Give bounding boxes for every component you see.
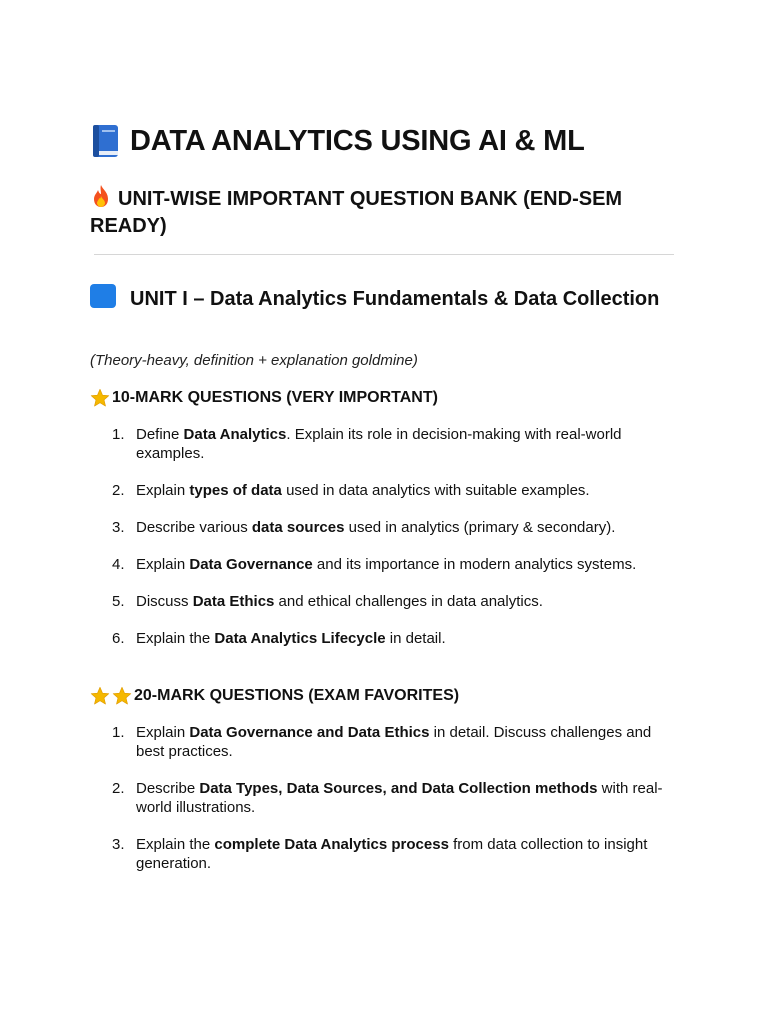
list-item: 2. Describe Data Types, Data Sources, and Data Collection methods with real-world illustrations. <box>112 780 663 816</box>
twenty-mark-question-list <box>112 723 682 891</box>
blue-book-icon <box>90 124 122 158</box>
twenty-mark-heading-text: 20-MARK QUESTIONS (EXAM FAVORITES) <box>134 687 460 704</box>
list-item: 1. Define Data Analytics. Explain its role in decision-making with real-world examples. <box>112 426 622 462</box>
list-item: 4. Explain Data Governance and its importance in modern analytics systems. <box>112 556 637 573</box>
horizontal-divider <box>94 254 674 255</box>
fire-icon <box>90 184 112 208</box>
star-icon <box>90 686 110 706</box>
document-title <box>90 124 690 158</box>
question-bank-heading <box>90 184 680 240</box>
list-item: 3. Explain the complete Data Analytics process from data collection to insight generation. <box>112 836 648 872</box>
ten-mark-heading-text: 10-MARK QUESTIONS (VERY IMPORTANT) <box>112 389 438 406</box>
list-item: 1. Explain Data Governance and Data Ethics in detail. Discuss challenges and best practices. <box>112 724 652 760</box>
list-item: 5. Discuss Data Ethics and ethical challenges in data analytics. <box>112 593 543 610</box>
document-title-text: DATA ANALYTICS USING AI & ML <box>130 124 585 157</box>
twenty-mark-heading <box>90 686 680 706</box>
unit-1-note: (Theory-heavy, definition + explanation goldmine) <box>90 352 418 369</box>
blue-square-icon <box>90 284 116 308</box>
question-bank-heading-text: UNIT-WISE IMPORTANT QUESTION BANK (END-SEM READY) <box>90 188 623 237</box>
unit-1-title-text: UNIT I – Data Analytics Fundamentals & Data Collection <box>130 288 660 310</box>
list-item: 2. Explain types of data used in data analytics with suitable examples. <box>112 482 590 499</box>
list-item: 6. Explain the Data Analytics Lifecycle in detail. <box>112 630 446 647</box>
star-icon <box>112 686 132 706</box>
list-item: 3. Describe various data sources used in analytics (primary & secondary). <box>112 519 616 536</box>
ten-mark-heading <box>90 388 680 408</box>
star-icon <box>90 388 110 408</box>
ten-mark-question-list <box>112 425 682 666</box>
unit-1-title <box>90 284 676 313</box>
